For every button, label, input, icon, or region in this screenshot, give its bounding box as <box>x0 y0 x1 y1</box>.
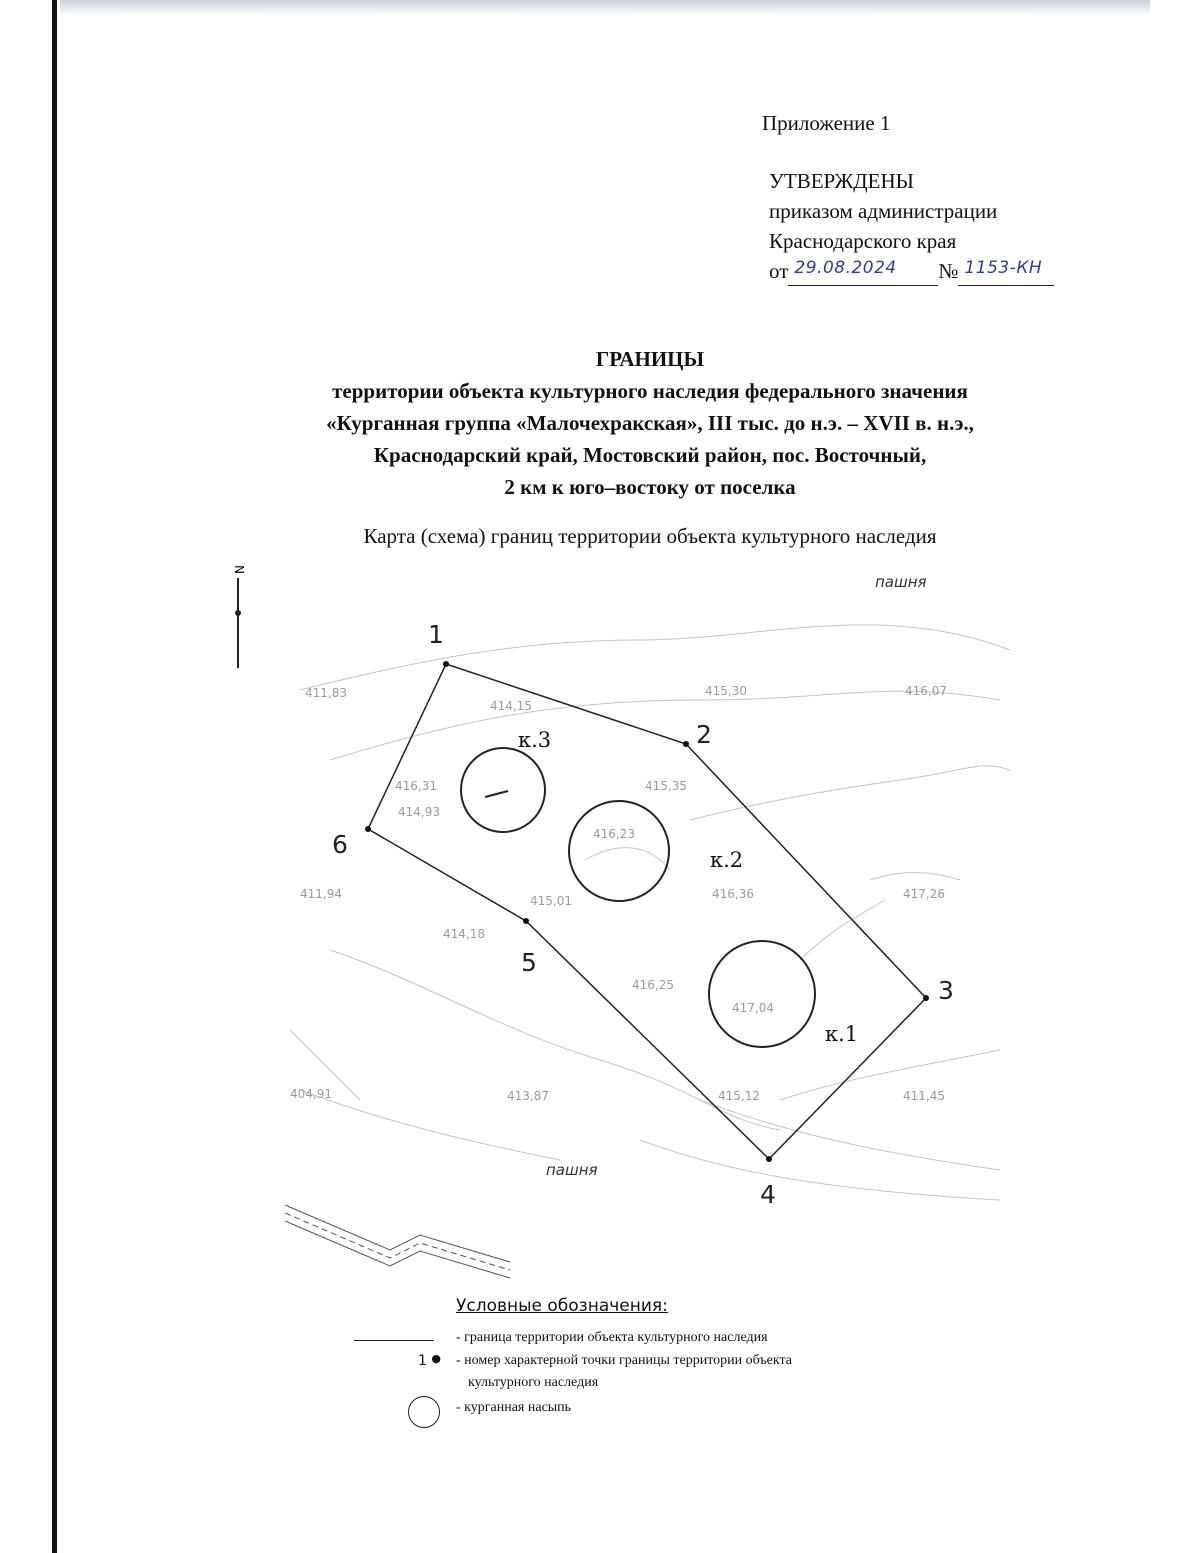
boundary-point-4 <box>766 1156 772 1162</box>
boundary-point-3 <box>923 995 929 1001</box>
mound-3-circle <box>461 748 545 832</box>
title-line-4: 2 км к юго–востоку от поселка <box>504 475 796 499</box>
legend-point-symbol <box>418 1353 441 1369</box>
boundary-point-2 <box>683 741 689 747</box>
elevation-label: 415,12 <box>718 1089 760 1103</box>
legend-row-point <box>340 1353 940 1397</box>
elevation-label: 414,18 <box>443 927 485 941</box>
legend-point-number: 1 <box>418 1353 427 1369</box>
approved-word: УТВЕРЖДЕНЫ <box>769 169 914 193</box>
approval-line-2: приказом администрации <box>769 199 998 223</box>
legend-title: Условные обозначения: <box>456 1296 668 1316</box>
point-label-2: 2 <box>696 720 712 749</box>
contour-lines <box>290 625 1010 1200</box>
road-lines <box>285 1205 510 1278</box>
mound-2-circle <box>569 801 669 901</box>
mound-label-1: к.1 <box>825 1022 859 1046</box>
point-label-1: 1 <box>428 620 444 649</box>
boundary-point-5 <box>523 918 529 924</box>
mound-label-2: к.2 <box>710 848 744 872</box>
mound-3-mark <box>485 791 508 797</box>
legend-point-text-1: - номер характерной точки границы территории объекта <box>456 1353 792 1368</box>
legend-row-boundary <box>340 1330 900 1350</box>
title-line-1: территории объекта культурного наследия федерального значения <box>332 379 968 403</box>
number-prefix: № <box>938 259 959 283</box>
mound-labels <box>518 728 858 1046</box>
elevation-label: 411,94 <box>300 887 342 901</box>
point-label-3: 3 <box>938 976 954 1005</box>
elevation-label: 414,15 <box>490 699 532 713</box>
elevation-label: 415,01 <box>530 894 572 908</box>
title-line-3: Краснодарский край, Мостовский район, пос. Восточный, <box>373 443 927 467</box>
legend-mound-text: - курганная насыпь <box>456 1400 572 1415</box>
boundary-point-1 <box>443 661 449 667</box>
elevation-label: 411,83 <box>305 686 347 700</box>
elevation-label: 416,36 <box>712 887 754 901</box>
title-heading: ГРАНИЦЫ <box>595 347 705 371</box>
annex-label: Приложение 1 <box>762 111 891 135</box>
elevation-label: 415,35 <box>645 779 687 793</box>
legend-point-text-2: культурного наследия <box>468 1375 599 1390</box>
handwritten-number: 1153-КН <box>964 258 1043 278</box>
elevation-label: 416,31 <box>395 779 437 793</box>
legend-boundary-text: - граница территории объекта культурного наследия <box>456 1330 768 1345</box>
elevation-label: 417,26 <box>903 887 945 901</box>
elevation-label: 413,87 <box>507 1089 549 1103</box>
elevation-label: 404,91 <box>290 1087 332 1101</box>
point-label-5: 5 <box>521 948 537 977</box>
point-label-4: 4 <box>760 1180 776 1209</box>
elevation-label: 416,07 <box>905 684 947 698</box>
north-label: N <box>233 565 247 574</box>
legend-boundary-line <box>354 1340 434 1341</box>
mound-label-3: к.3 <box>518 728 552 752</box>
north-arrow <box>233 565 247 668</box>
legend-mound-circle <box>408 1396 440 1428</box>
elevation-label: 417,04 <box>732 1001 774 1015</box>
map-caption: Карта (схема) границ территории объекта культурного наследия <box>363 524 937 548</box>
legend-point-dot: ● <box>431 1352 441 1365</box>
elevation-label: 416,23 <box>593 827 635 841</box>
field-label-bottom: пашня <box>546 1161 598 1179</box>
mound-1-circle <box>709 941 815 1047</box>
field-label-top: пашня <box>875 573 927 591</box>
handwritten-date: 29.08.2024 <box>794 258 897 278</box>
date-prefix: от <box>769 259 789 283</box>
title-line-2: «Курганная группа «Малочехракская», III тыс. до н.э. – XVII в. н.э., <box>326 411 974 435</box>
boundary-point-6 <box>365 826 371 832</box>
elevation-label: 411,45 <box>903 1089 945 1103</box>
elevation-label: 416,25 <box>632 978 674 992</box>
territory-boundary <box>368 664 926 1159</box>
approval-line-3: Краснодарского края <box>769 229 957 253</box>
point-label-6: 6 <box>332 830 348 859</box>
elevation-label: 414,93 <box>398 805 440 819</box>
elevation-label: 415,30 <box>705 684 747 698</box>
legend-row-mound <box>340 1396 740 1430</box>
